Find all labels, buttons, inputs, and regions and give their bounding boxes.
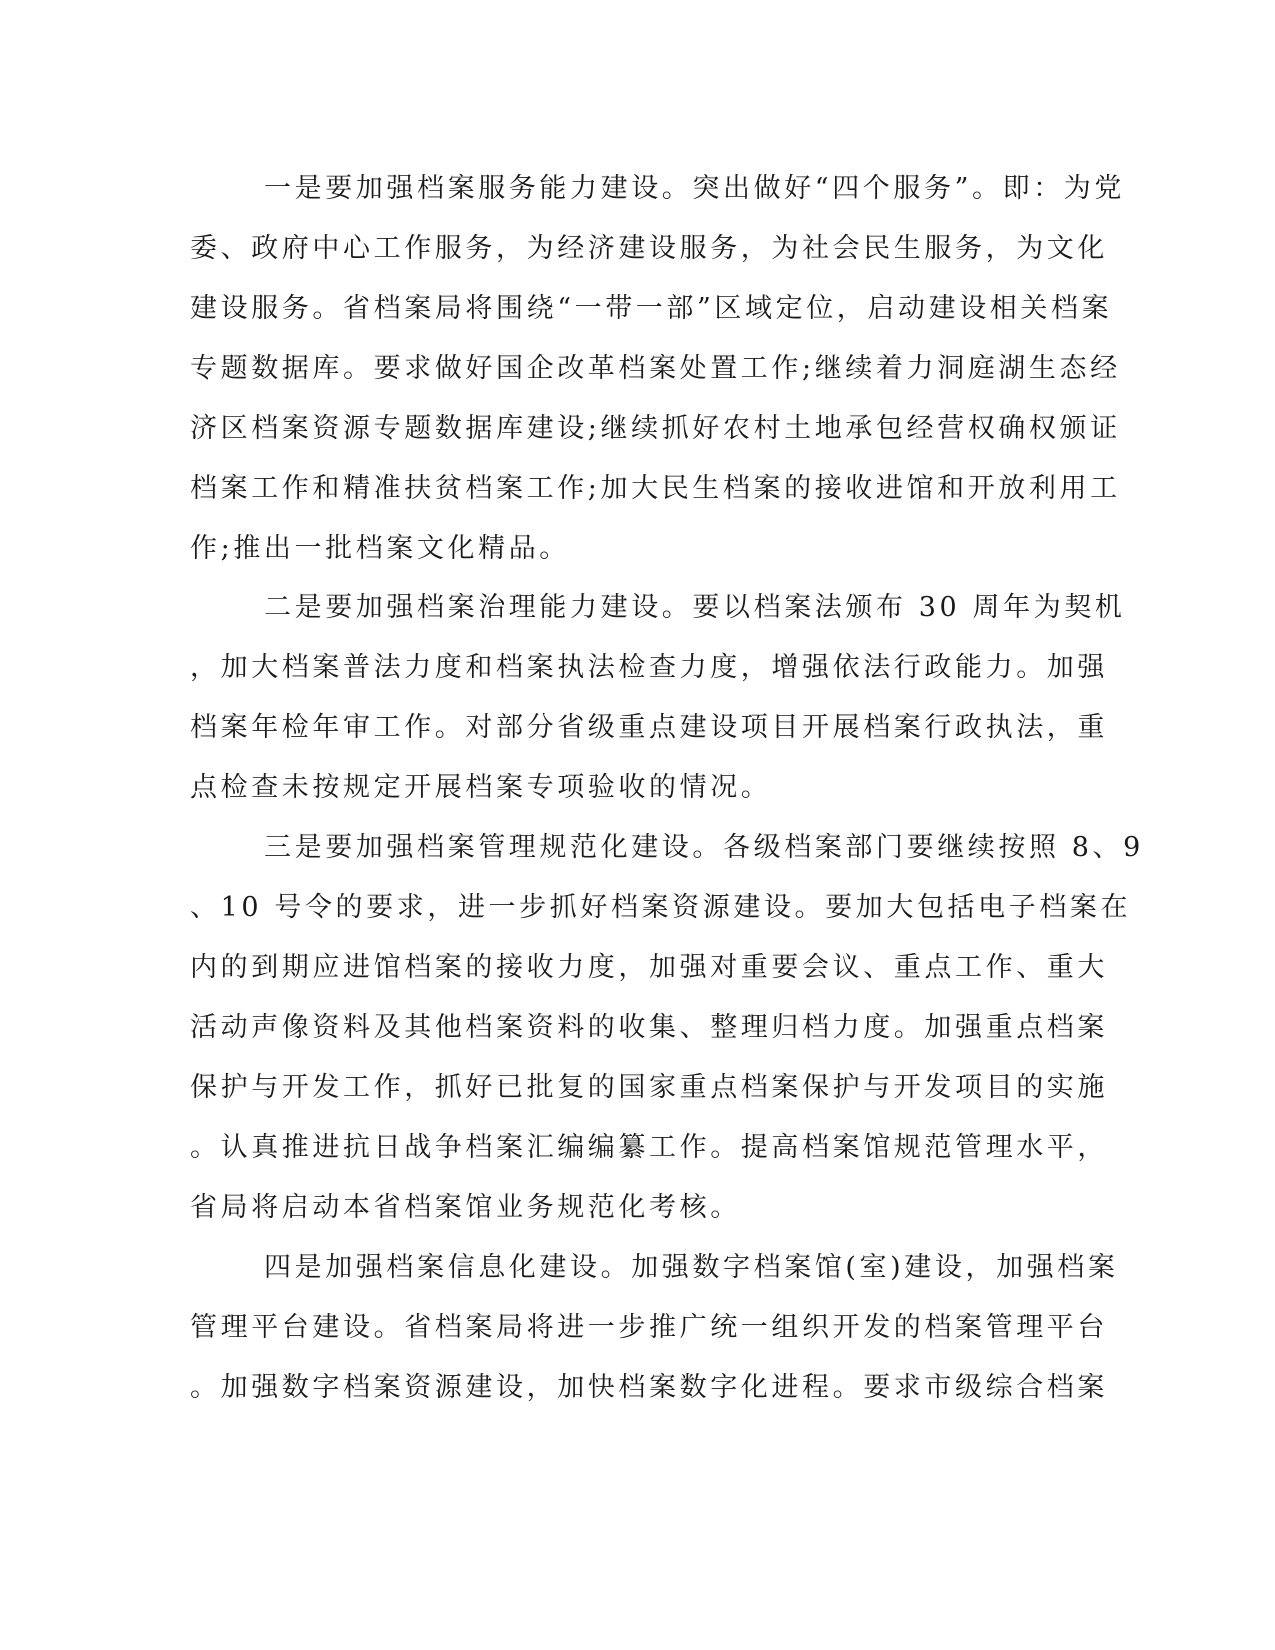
text-line: 二是要加强档案治理能力建设。要以档案法颁布 30 周年为契机 (264, 592, 1126, 623)
paragraph-informatization (190, 1238, 1119, 1418)
paragraph-management-standardization (190, 818, 1144, 1238)
text-line: 委、政府中心工作服务，为经济建设服务，为社会民生服务，为文化 (190, 233, 1108, 264)
text-line: 作;推出一批档案文化精品。 (190, 533, 570, 564)
text-line: 建设服务。省档案局将围绕“一带一部”区域定位，启动建设相关档案 (190, 293, 1113, 324)
text-line: 济区档案资源专题数据库建设;继续抓好农村土地承包经营权确权颁证 (190, 413, 1121, 444)
text-line: 档案工作和精准扶贫档案工作;加大民生档案的接收进馆和开放利用工 (190, 473, 1121, 504)
text-line: 点检查未按规定开展档案专项验收的情况。 (190, 772, 772, 803)
text-line: 内的到期应进馆档案的接收力度，加强对重要会议、重点工作、重大 (190, 952, 1108, 983)
text-line: 。加强数字档案资源建设，加快档案数字化进程。要求市级综合档案 (190, 1372, 1108, 1403)
text-line: 活动声像资料及其他档案资料的收集、整理归档力度。加强重点档案 (190, 1012, 1108, 1043)
paragraph-service-capacity (190, 159, 1126, 579)
text-line: 省局将启动本省档案馆业务规范化考核。 (190, 1192, 741, 1223)
text-line: 一是要加强档案服务能力建设。突出做好“四个服务”。即：为党 (264, 173, 1126, 204)
text-line: 。认真推进抗日战争档案汇编编纂工作。提高档案馆规范管理水平， (190, 1132, 1108, 1163)
text-line: 专题数据库。要求做好国企改革档案处置工作;继续着力洞庭湖生态经 (190, 353, 1121, 384)
paragraph-governance-capacity (190, 578, 1126, 818)
text-line: 管理平台建设。省档案局将进一步推广统一组织开发的档案管理平台 (190, 1312, 1108, 1343)
text-line: 三是要加强档案管理规范化建设。各级档案部门要继续按照 8、9 (264, 832, 1144, 863)
text-line: 、10 号令的要求，进一步抓好档案资源建设。要加大包括电子档案在 (190, 892, 1132, 923)
text-line: ，加大档案普法力度和档案执法检查力度，增强依法行政能力。加强 (190, 652, 1108, 683)
text-line: 档案年检年审工作。对部分省级重点建设项目开展档案行政执法，重 (190, 712, 1108, 743)
text-line: 四是加强档案信息化建设。加强数字档案馆(室)建设，加强档案 (264, 1252, 1119, 1283)
text-line: 保护与开发工作，抓好已批复的国家重点档案保护与开发项目的实施 (190, 1072, 1108, 1103)
